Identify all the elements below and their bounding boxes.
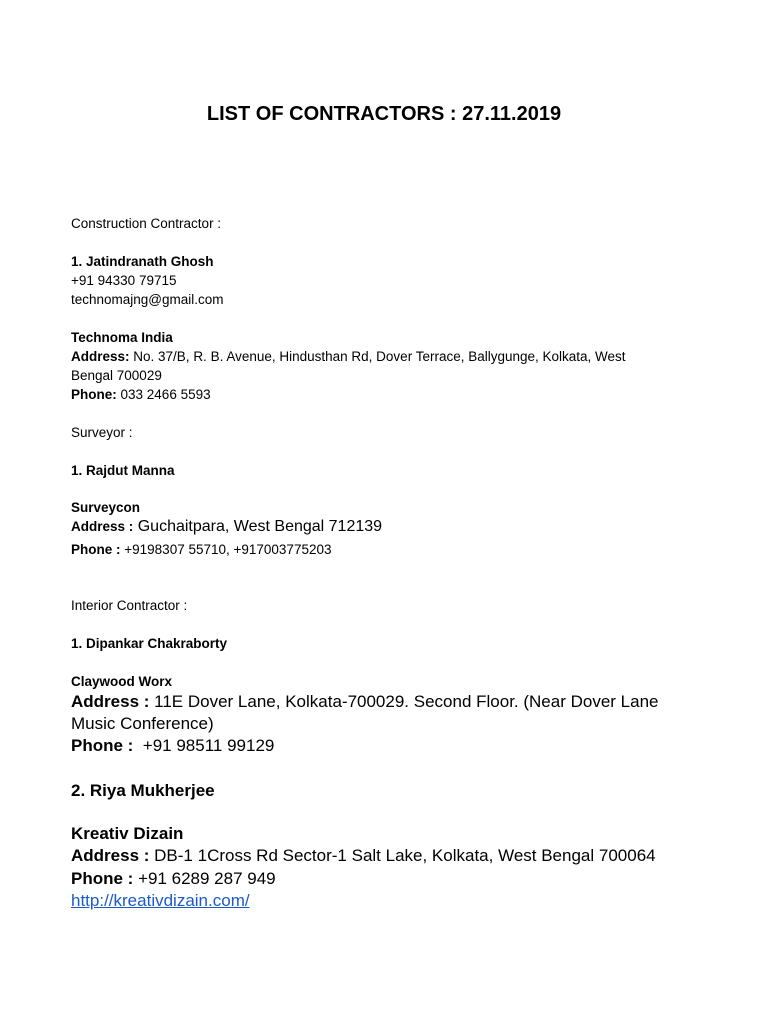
phone-value: +9198307 55710, +917003775203: [124, 542, 332, 557]
interior-contractor1-phone: [71, 736, 274, 756]
interior-contractor1-name: 1. Dipankar Chakraborty: [71, 636, 228, 651]
interior-contractor2-name: 2. Riya Mukherjee: [71, 781, 215, 800]
phone-value: +91 6289 287 949: [138, 869, 276, 888]
address-value: 11E Dover Lane, Kolkata-700029. Second Floor. (Near Dover Lane: [154, 692, 659, 711]
surveyor-company-name: Surveycon: [71, 500, 141, 515]
interior-heading: Interior Contractor :: [71, 598, 188, 613]
address-label: Address :: [71, 846, 150, 865]
interior-contractor1-address: [71, 692, 658, 712]
surveyor-address: [71, 518, 382, 536]
address-label: Address:: [71, 349, 130, 364]
interior-contractor1-company: Claywood Worx: [71, 674, 173, 689]
construction-address: [71, 349, 626, 364]
interior-contractor2-phone: [71, 869, 276, 889]
construction-contractor-phone: +91 94330 79715: [71, 273, 177, 288]
construction-contractor-email: technomajng@gmail.com: [71, 292, 224, 307]
page-title: LIST OF CONTRACTORS : 27.11.2019: [206, 103, 562, 125]
address-value: DB-1 1Cross Rd Sector-1 Salt Lake, Kolkata, West Bengal 700064: [154, 846, 656, 865]
interior-contractor2-website-line: [71, 891, 250, 911]
phone-label: Phone :: [71, 542, 121, 557]
construction-phone: [71, 387, 211, 402]
phone-label: Phone :: [71, 869, 134, 888]
address-value: Guchaitpara, West Bengal 712139: [137, 518, 383, 535]
address-label: Address :: [71, 519, 134, 534]
phone-label: Phone :: [71, 736, 134, 755]
phone-label: Phone:: [71, 387, 117, 402]
surveyor-heading: Surveyor :: [71, 425, 133, 440]
construction-company-name: Technoma India: [71, 330, 173, 345]
interior-contractor2-company: Kreativ Dizain: [71, 824, 184, 843]
phone-value: +91 98511 99129: [142, 736, 275, 755]
interior-contractor2-address: [71, 846, 656, 866]
surveyor-contractor-name: 1. Rajdut Manna: [71, 463, 175, 478]
construction-heading: Construction Contractor :: [71, 216, 222, 231]
phone-value: 033 2466 5593: [120, 387, 211, 402]
construction-address-cont: Bengal 700029: [71, 368, 162, 383]
construction-contractor-name: 1. Jatindranath Ghosh: [71, 254, 214, 269]
address-label: Address :: [71, 692, 150, 711]
website-link[interactable]: http://kreativdizain.com/: [71, 891, 250, 910]
interior-contractor1-address-cont: Music Conference): [71, 714, 214, 733]
surveyor-phone: [71, 542, 331, 557]
address-value: No. 37/B, R. B. Avenue, Hindusthan Rd, Dover Terrace, Ballygunge, Kolkata, West: [133, 349, 626, 364]
